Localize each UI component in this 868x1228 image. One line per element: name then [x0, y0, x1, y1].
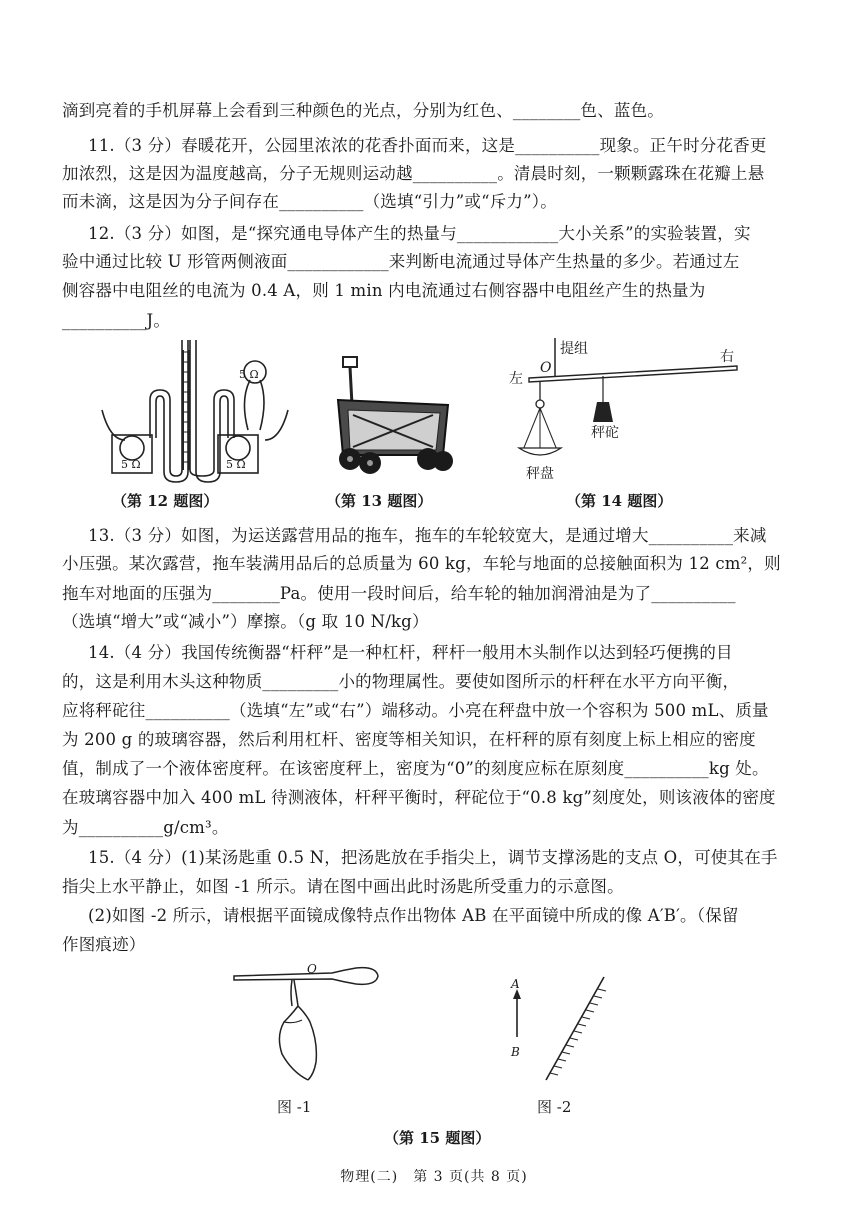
- fig12-resistor-top-label: 5 Ω: [239, 368, 259, 381]
- text-line-q10-end: 滴到亮着的手机屏幕上会看到三种颜色的光点，分别为红色、________色、蓝色。: [62, 101, 664, 120]
- fig15-point-a-label: A: [511, 977, 520, 991]
- question-12-line-2: 验中通过比较 U 形管两侧液面____________来判断电流通过导体产生热量的多少。若通过左: [62, 252, 740, 271]
- question-15-line-1: 15.（4 分）(1)某汤匙重 0.5 N，把汤匙放在手指尖上，调节支撑汤匙的支点 O，可使其在手: [88, 848, 778, 867]
- figure-15-caption: （第 15 题图）: [384, 1129, 491, 1147]
- question-11-line-2: 加浓烈，这是因为温度越高，分子无规则运动越__________。清晨时刻，一颗颗露珠在花瓣上悬: [62, 164, 765, 183]
- page-footer: 物理(二) 第 3 页(共 8 页): [340, 1169, 528, 1185]
- fig14-chengpan-label: 秤盘: [526, 466, 554, 482]
- figure-15-2-mirror-diagram: [500, 975, 610, 1085]
- question-14-line-5: 值，制成了一个液体密度秤。在该密度秤上，密度为“0”的刻度应标在原刻度__________kg 处。: [62, 759, 769, 778]
- fig12-resistor-right-label: 5 Ω: [226, 458, 246, 471]
- fig14-tizu-label: 提组: [560, 341, 588, 357]
- question-14-line-4: 为 200 g 的玻璃容器，然后利用杠杆、密度等相关知识，在杆秤的原有刻度上标上相应的密度: [62, 730, 756, 749]
- figure-15-2-caption: 图 -2: [537, 1098, 572, 1116]
- fig15-pivot-o-label: O: [307, 962, 317, 976]
- fig14-chengtuo-label: 秤砣: [591, 425, 619, 441]
- fig14-left-label: 左: [509, 371, 523, 387]
- question-14-line-6: 在玻璃容器中加入 400 mL 待测液体，杆秤平衡时，秤砣位于“0.8 kg”刻度处，则该液体的密度: [62, 788, 776, 807]
- figure-14-steelyard-diagram: [515, 338, 745, 463]
- fig12-resistor-left-label: 5 Ω: [121, 458, 141, 471]
- question-12-line-3: 侧容器中电阻丝的电流为 0.4 A，则 1 min 内电流通过右侧容器中电阻丝产生的热量为: [62, 281, 706, 300]
- question-12-line-4: __________J。: [62, 311, 171, 330]
- fig14-pivot-o-label: O: [540, 360, 552, 376]
- question-14-line-7: 为__________g/cm³。: [62, 818, 229, 837]
- fig15-point-b-label: B: [511, 1045, 520, 1059]
- question-11-line-1: 11.（3 分）春暖花开，公园里浓浓的花香扑面而来，这是__________现象。正午时分花香更: [88, 136, 767, 155]
- fig14-right-label: 右: [720, 349, 734, 365]
- question-12-line-1: 12.（3 分）如图，是“探究通电导体产生的热量与____________大小关系”的实验装置，实: [88, 224, 751, 243]
- figure-13-wagon-image: [328, 355, 458, 480]
- question-15-line-4: 作图痕迹）: [62, 935, 146, 954]
- figure-15-1-caption: 图 -1: [277, 1098, 312, 1116]
- question-14-line-3: 应将秤砣往__________（选填“左”或“右”）端移动。小亮在秤盘中放一个容积为 500 mL、质量: [62, 701, 769, 720]
- question-13-line-1: 13.（3 分）如图，为运送露营用品的拖车，拖车的车轮较宽大，是通过增大__________来减: [88, 526, 767, 545]
- question-11-line-3: 而未滴，这是因为分子间存在__________（选填“引力”或“斥力”）。: [62, 192, 557, 211]
- question-13-line-3: 拖车对地面的压强为________Pa。使用一段时间后，给车轮的轴加润滑油是为了__________: [62, 584, 736, 603]
- figure-15-1-spoon-diagram: [232, 962, 382, 1082]
- question-15-line-3: (2)如图 -2 所示，请根据平面镜成像特点作出物体 AB 在平面镜中所成的像 A′B′。（保留: [88, 906, 739, 925]
- question-14-line-1: 14.（4 分）我国传统衡器“杆秤”是一种杠杆，秤杆一般用木头制作以达到轻巧便携的目: [88, 643, 733, 662]
- question-15-line-2: 指尖上水平静止，如图 -1 所示。请在图中画出此时汤匙所受重力的示意图。: [62, 877, 624, 896]
- question-13-line-4: （选填“增大”或“减小”）摩擦。（g 取 10 N/kg）: [62, 612, 429, 631]
- question-13-line-2: 小压强。某次露营，拖车装满用品后的总质量为 60 kg，车轮与地面的总接触面积为 12 cm²，则: [62, 554, 781, 573]
- figure-12-caption: （第 12 题图）: [112, 492, 219, 510]
- figure-13-caption: （第 13 题图）: [326, 492, 433, 510]
- question-14-line-2: 的，这是利用木头这种物质_________小的物理属性。要使如图所示的杆秤在水平方向平衡，: [62, 672, 740, 691]
- figure-14-caption: （第 14 题图）: [566, 492, 673, 510]
